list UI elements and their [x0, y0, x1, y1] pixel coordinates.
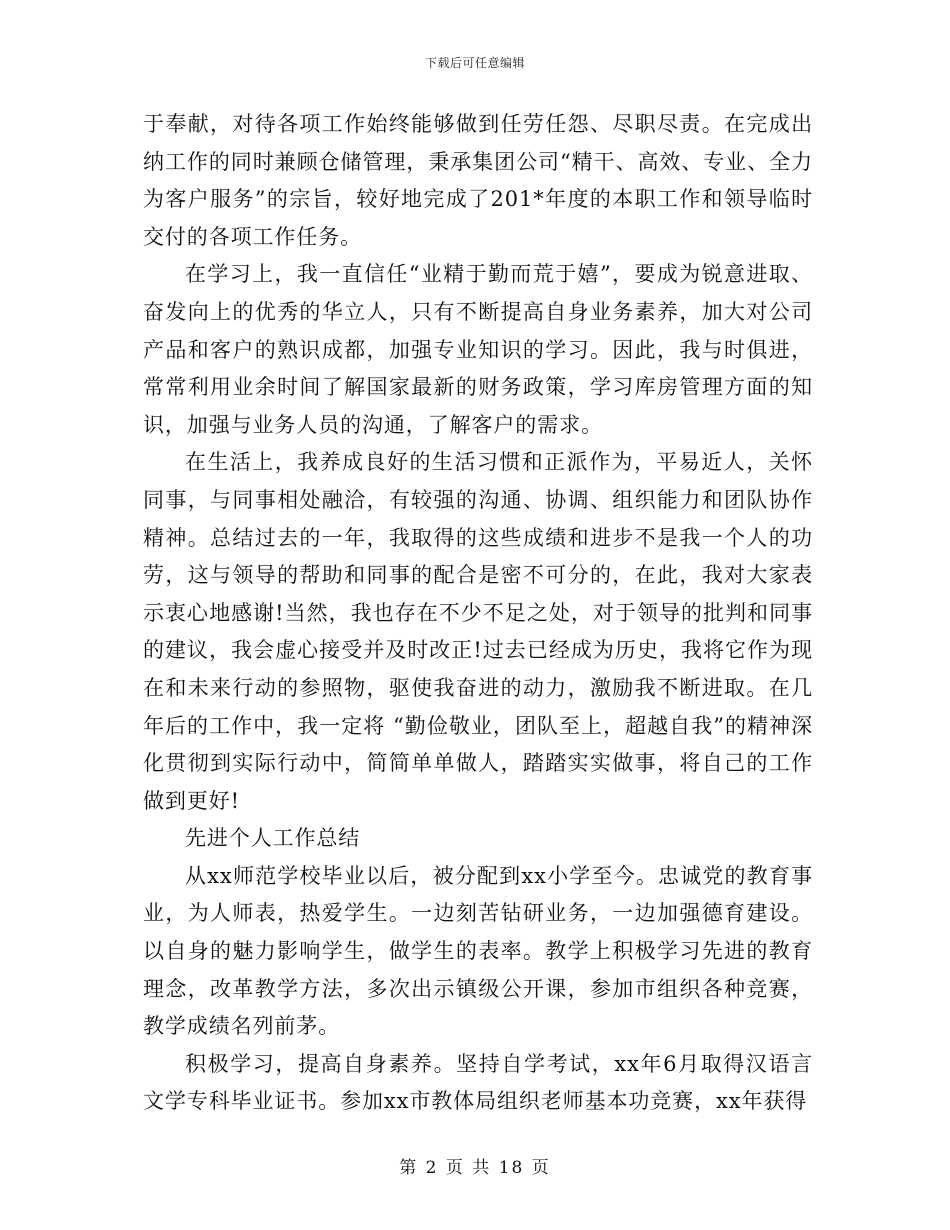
paragraph-3: 在生活上，我养成良好的生活习惯和正派作为，平易近人，关怀同事，与同事相处融洽，有较强的沟通、协调、组织能力和团队协作精神。总结过去的一年，我取得的这些成绩和进步不是我一个人的功劳，这与领导的帮助和同事的配合是密不可分的，在此，我对大家表示衷心地感谢!当然，我也存在不少不足之处，对于领导的批判和同事的建议，我会虚心接受并及时改正!过去已经成为历史，我将它作为现在和未来行动的参照物，驱使我奋进的动力，激励我不断进取。在几年后的工作中，我一定将 “勤俭敬业，团队至上，超越自我”的精神深化贯彻到实际行动中，简简单单做人，踏踏实实做事，将自己的工作做到更好! — [143, 450, 813, 813]
page-footer: 第 2 页 共 18 页 — [399, 1158, 551, 1178]
page-header: 下载后可任意编辑 — [424, 56, 525, 70]
paragraph-6: 积极学习，提高自身素养。坚持自学考试，xx年6月取得汉语言文学专科毕业证书。参加xx市教体局组织老师基本功竞赛，xx年获得 — [143, 1051, 813, 1114]
section-heading: 先进个人工作总结 — [185, 826, 361, 851]
paragraph-1: 于奉献，对待各项工作始终能够做到任劳任怨、尽职尽责。在完成出纳工作的同时兼顾仓储管理，秉承集团公司“精干、高效、专业、全力为客户服务”的宗旨，较好地完成了201*年度的本职工作和领导临时交付的各项工作任务。 — [143, 112, 813, 249]
document-body — [143, 106, 813, 1121]
paragraph-5: 从xx师范学校毕业以后，被分配到xx小学至今。忠诚党的教育事业，为人师表，热爱学生。一边刻苦钻研业务，一边加强德育建设。以自身的魅力影响学生，做学生的表率。教学上积极学习先进的教育理念，改革教学方法，多次出示镇级公开课，参加市组织各种竞赛，教学成绩名列前茅。 — [143, 863, 813, 1039]
paragraph-2: 在学习上，我一直信任“业精于勤而荒于嬉”，要成为锐意进取、奋发向上的优秀的华立人，只有不断提高自身业务素养，加大对公司产品和客户的熟识成都，加强专业知识的学习。因此，我与时俱进，常常利用业余时间了解国家最新的财务政策，学习库房管理方面的知识，加强与业务人员的沟通，了解客户的需求。 — [143, 262, 813, 437]
